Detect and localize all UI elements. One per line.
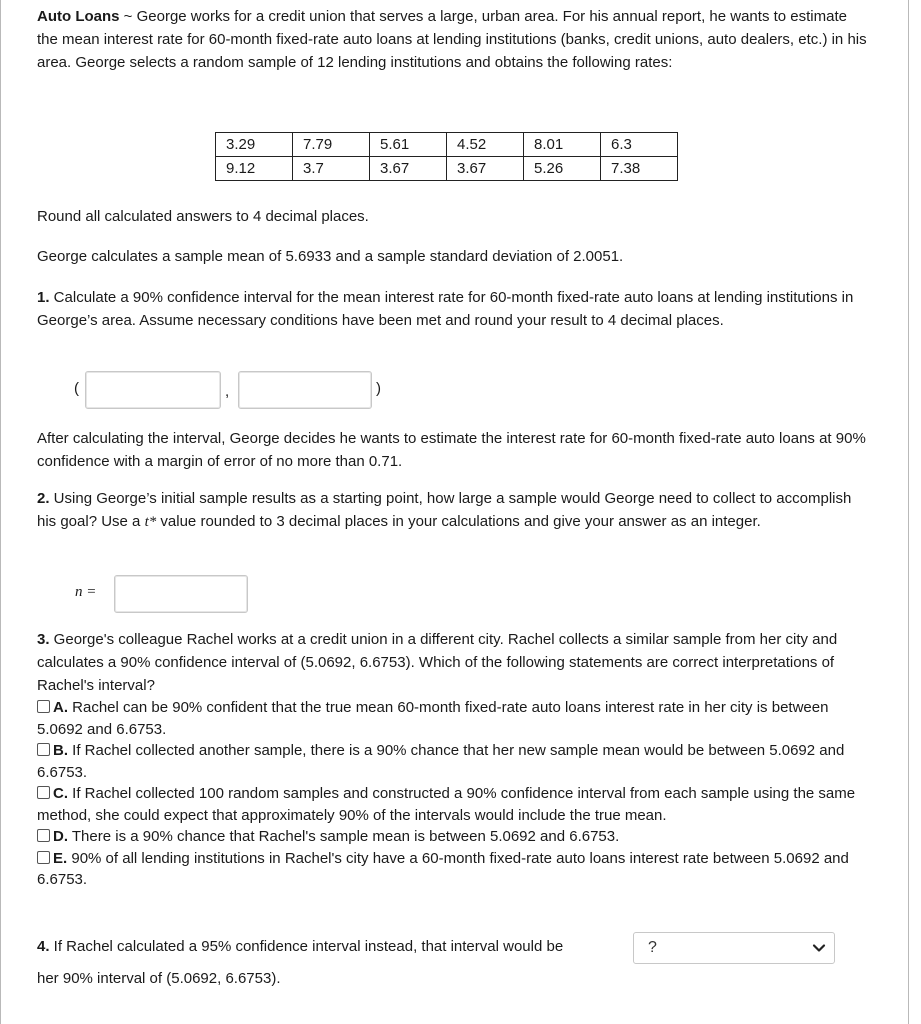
option-d[interactable] — [37, 826, 867, 848]
table-cell: 9.12 — [216, 157, 293, 181]
followup-paragraph: After calculating the interval, George decides he wants to estimate the interest rate for 60-month fixed-rate auto loans at 90% confidence with a margin of error of no more than 0.71. — [37, 430, 866, 470]
comma-separator: , — [225, 383, 230, 400]
option-a-checkbox[interactable] — [37, 700, 50, 713]
ci-lower-input[interactable] — [85, 371, 221, 409]
option-letter: A. — [53, 699, 68, 716]
question-3 — [37, 628, 867, 891]
sample-size-input[interactable] — [114, 575, 248, 613]
table-cell: 3.29 — [216, 133, 293, 157]
question-4-tail: her 90% interval of (5.0692, 6.6753). — [37, 970, 281, 987]
intro-text: George works for a credit union that serves a large, urban area. For his annual report, he wants to estimate the mean interest rate for 60-month fixed-rate auto loans at lending institutions (banks, credit unions, auto dealers, etc.) in his area. George selects a random sample of 12 lending institutions and obtains the following rates: — [37, 8, 867, 71]
chevron-down-icon — [812, 941, 826, 959]
table-cell: 3.67 — [370, 157, 447, 181]
option-text: 90% of all lending institutions in Rachel's city have a 60-month fixed-rate auto loans interest rate between 5.0692 and 6.6753. — [37, 849, 849, 888]
question-1 — [37, 286, 867, 332]
n-label: n = — [75, 584, 97, 600]
question-2-text-a: Using George’s initial sample results as a starting point, how large a sample would George need to collect to accomplish his goal? Use a — [37, 490, 852, 530]
intro-separator: ~ — [119, 8, 137, 25]
question-2-number: 2. — [37, 490, 50, 507]
option-text: There is a 90% chance that Rachel's sample mean is between 5.0692 and 6.6753. — [68, 828, 620, 845]
table-cell: 3.7 — [293, 157, 370, 181]
ci-upper-input[interactable] — [238, 371, 372, 409]
option-text: If Rachel collected 100 random samples and constructed a 90% confidence interval from each sample using the same method, she could expect that approximately 90% of the intervals would include the true mean. — [37, 785, 856, 824]
table-cell: 7.38 — [601, 157, 678, 181]
table-row — [216, 133, 678, 157]
option-text: Rachel can be 90% confident that the true mean 60-month fixed-rate auto loans interest rate in her city is between 5.0692 and 6.6753. — [37, 699, 829, 738]
question-3-text: George's colleague Rachel works at a credit union in a different city. Rachel collects a similar sample from her city and calculates a 90% confidence interval of (5.0692, 6.6753). Which of the following statements are correct interpretations of Rachel's interval? — [37, 631, 838, 694]
question-1-text: Calculate a 90% confidence interval for the mean interest rate for 60-month fixed-rate auto loans at lending institutions in George’s area. Assume necessary conditions have been met and round your result to 4 decimal places. — [37, 289, 854, 329]
table-cell: 6.3 — [601, 133, 678, 157]
rounding-note: Round all calculated answers to 4 decimal places. — [37, 208, 369, 225]
table-cell: 4.52 — [447, 133, 524, 157]
option-e-checkbox[interactable] — [37, 851, 50, 864]
table-cell: 5.61 — [370, 133, 447, 157]
close-paren: ) — [376, 380, 381, 397]
t-star-symbol: t* — [144, 514, 157, 530]
option-c-checkbox[interactable] — [37, 786, 50, 799]
question-4-number: 4. — [37, 938, 50, 955]
option-b-checkbox[interactable] — [37, 743, 50, 756]
intro-title: Auto Loans — [37, 8, 120, 25]
option-letter: B. — [53, 742, 68, 759]
option-text: If Rachel collected another sample, there is a 90% chance that her new sample mean would be between 5.0692 and 6.6753. — [37, 742, 845, 781]
question-2 — [37, 487, 867, 534]
option-e[interactable] — [37, 848, 867, 891]
interval-comparison-select[interactable] — [633, 932, 835, 964]
option-a[interactable] — [37, 697, 867, 740]
sample-summary: George calculates a sample mean of 5.6933 and a sample standard deviation of 2.0051. — [37, 248, 624, 265]
select-value: ? — [648, 939, 657, 956]
option-letter: E. — [53, 849, 68, 867]
option-letter: C. — [53, 785, 68, 802]
table-cell: 3.67 — [447, 157, 524, 181]
option-letter: D. — [53, 828, 68, 845]
question-3-number: 3. — [37, 631, 50, 648]
question-4-text: If Rachel calculated a 95% confidence interval instead, that interval would be — [49, 938, 564, 955]
open-paren: ( — [74, 380, 79, 397]
table-cell: 5.26 — [524, 157, 601, 181]
option-b[interactable] — [37, 740, 867, 783]
question-3-stem — [37, 628, 867, 697]
rates-table — [215, 132, 678, 181]
question-1-number: 1. — [37, 289, 50, 306]
table-cell: 7.79 — [293, 133, 370, 157]
option-c[interactable] — [37, 783, 867, 826]
table-row — [216, 157, 678, 181]
table-cell: 8.01 — [524, 133, 601, 157]
question-4 — [37, 935, 637, 958]
question-2-text-b: value rounded to 3 decimal places in your calculations and give your answer as an integer. — [156, 513, 761, 530]
option-d-checkbox[interactable] — [37, 829, 50, 842]
intro-paragraph — [37, 5, 867, 74]
